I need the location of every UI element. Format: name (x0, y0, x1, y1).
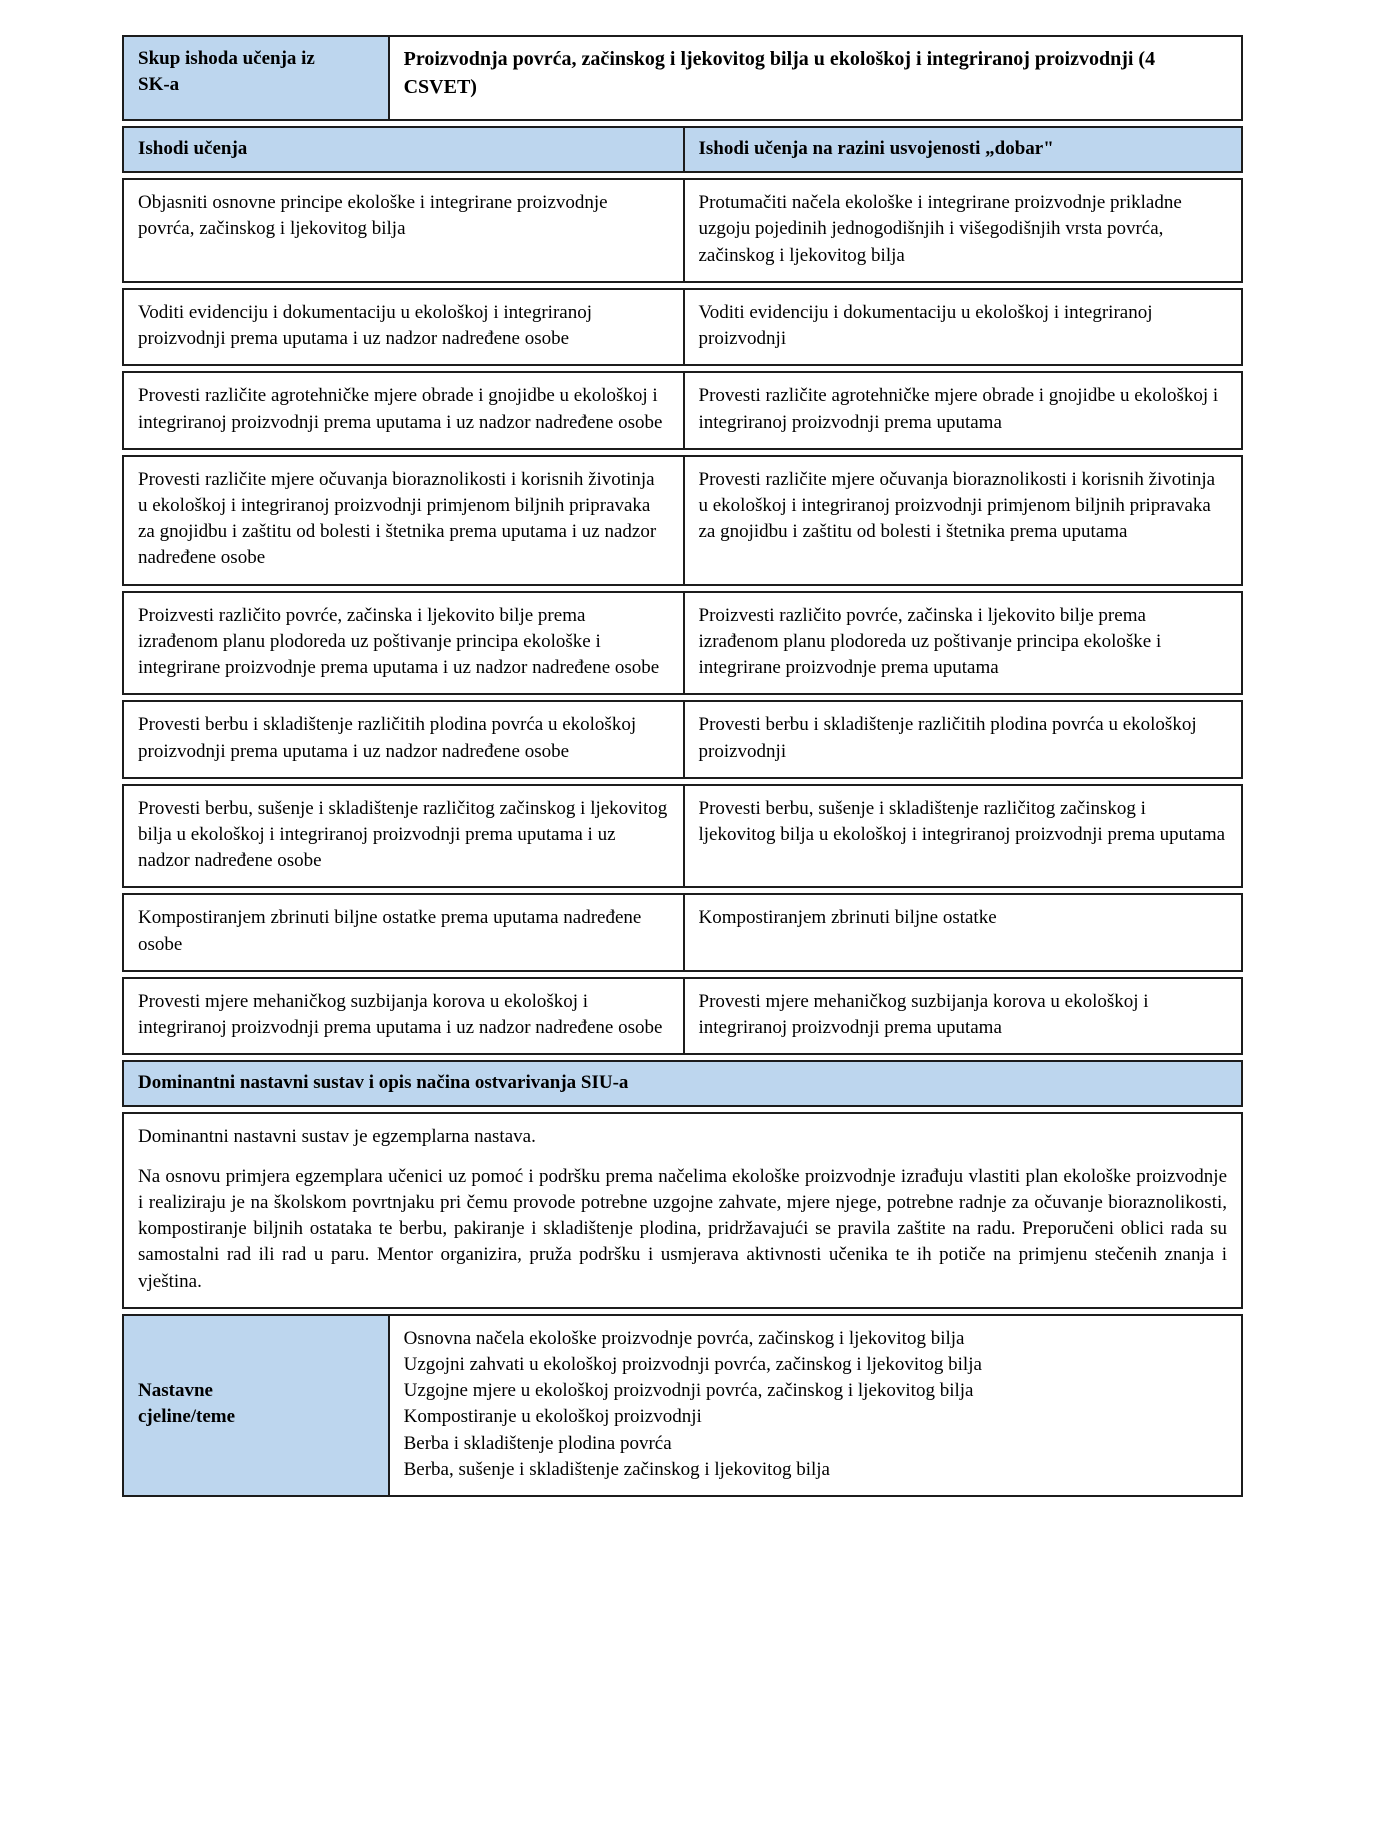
unit-label: Skup ishoda učenja iz SK-a (138, 48, 315, 96)
column-header-outcomes: Ishodi učenja (124, 128, 683, 171)
outcome-row (122, 893, 1243, 971)
topic-item: Berba, sušenje i skladištenje začinskog i ljekovitog bilja (403, 1458, 830, 1480)
outcome-cell-right: Provesti različite mjere očuvanja bioraznolikosti i korisnih životinja u ekološkoj i integriranoj proizvodnji primjenom biljnih pripravaka za gnojidbu i zaštitu od bolesti i štetnika prema uputama (683, 457, 1242, 584)
outcome-row (122, 288, 1243, 366)
outcome-cell-left: Provesti mjere mehaničkog suzbijanja korova u ekološkoj i integriranoj proizvodnji prema uputama i uz nadzor nadređene osobe (138, 990, 663, 1039)
column-header-outcomes-good-level: Ishodi učenja na razini usvojenosti „dobar" (683, 128, 1242, 171)
topics-label: Nastavne cjeline/teme (138, 1380, 236, 1428)
outcome-cell-right: Protumačiti načela ekološke i integrirane proizvodnje prikladne uzgoju pojedinih jednogodišnjih i višegodišnjih vrsta povrća, začinskog i ljekovitog bilja (683, 180, 1242, 281)
outcome-row (122, 700, 1243, 778)
outcome-cell-left: Provesti berbu, sušenje i skladištenje različitog začinskog i ljekovitog bilja u ekološkoj i integriranoj proizvodnji prema uputama i uz nadzor nadređene osobe (138, 797, 668, 872)
unit-title: Proizvodnja povrća, začinskog i ljekovitog bilja u ekološkoj i integriranoj proizvodnji (4 CSVET) (403, 48, 1156, 98)
unit-title-cell (388, 37, 1241, 119)
outcome-cell-left: Kompostiranjem zbrinuti biljne ostatke prema uputama nadređene osobe (138, 907, 642, 955)
outcome-cell-left: Provesti različite mjere očuvanja bioraznolikosti i korisnih životinja u ekološkoj i integriranoj proizvodnji primjenom biljnih pripravaka za gnojidbu i zaštitu od bolesti i štetnika prema uputama i uz nadzor nadređene osobe (138, 468, 657, 569)
topic-item: Kompostiranje u ekološkoj proizvodnji (403, 1406, 702, 1428)
dominant-system-sentence: Dominantni nastavni sustav je egzemplarna nastava. (138, 1126, 536, 1148)
topic-item: Uzgojne mjere u ekološkoj proizvodnji povrća, začinskog i ljekovitog bilja (403, 1380, 974, 1402)
topics-list-cell (388, 1316, 1241, 1495)
teaching-system-description-cell (124, 1114, 1241, 1306)
outcome-row (122, 977, 1243, 1055)
teaching-system-title: Dominantni nastavni sustav i opis načina ostvarivanja SIU-a (124, 1062, 1241, 1105)
outcome-cell-right: Provesti različite agrotehničke mjere obrade i gnojidbe u ekološkoj i integriranoj proizvodnji prema uputama (683, 373, 1242, 447)
outcome-cell-right: Provesti berbu, sušenje i skladištenje različitog začinskog i ljekovitog bilja u ekološkoj i integriranoj proizvodnji prema uputama (683, 786, 1242, 887)
unit-label-cell (124, 37, 388, 119)
topic-item: Osnovna načela ekološke proizvodnje povrća, začinskog i ljekovitog bilja (403, 1327, 965, 1349)
unit-header-row (122, 35, 1243, 121)
outcome-cell-right: Proizvesti različito povrće, začinska i ljekovito bilje prema izrađenom planu plodoreda uz poštivanje principa ekološke i integrirane proizvodnje prema uputama (683, 593, 1242, 694)
outcome-row (122, 591, 1243, 696)
teaching-system-description-row (122, 1112, 1243, 1308)
outcome-row (122, 371, 1243, 449)
outcome-cell-left: Provesti različite agrotehničke mjere obrade i gnojidbe u ekološkoj i integriranoj proizvodnji prema uputama i uz nadzor nadređene osobe (138, 385, 663, 433)
outcome-cell-left: Proizvesti različito povrće, začinska i ljekovito bilje prema izrađenom planu plodoreda uz poštivanje principa ekološke i integrirane proizvodnje prema uputama i uz nadzor nadređene osobe (138, 604, 660, 679)
topic-item: Uzgojni zahvati u ekološkoj proizvodnji povrća, začinskog i ljekovitog bilja (403, 1354, 982, 1375)
teaching-system-header-row (122, 1060, 1243, 1107)
curriculum-table (122, 35, 1243, 1497)
column-headers-row (122, 126, 1243, 173)
outcome-row (122, 784, 1243, 889)
outcome-cell-left: Objasniti osnovne principe ekološke i integrirane proizvodnje povrća, začinskog i ljekovitog bilja (138, 192, 608, 240)
outcome-cell-left: Provesti berbu i skladištenje različitih plodina povrća u ekološkoj proizvodnji prema uputama i uz nadzor nadređene osobe (138, 714, 637, 762)
description-paragraph: Na osnovu primjera egzemplara učenici uz pomoć i podršku prema načelima ekološke proizvodnje izrađuju vlastiti plan ekološke proizvodnje i realiziraju je na školskom povrtnjaku pri čemu provode potrebne uzgojne zahvate, mjere njege, potrebne radnje za očuvanje bioraznolikosti, kompostiranje biljnih ostataka te berbu, pakiranje i skladištenje plodina, pridržavajući se pravila zaštite na radu. Preporučeni oblici rada su samostalni rad ili rad u paru. Mentor organizira, pruža podršku i usmjerava aktivnosti učenika te ih potiče na primjenu stečenih znanja i vještina. (138, 1165, 1227, 1292)
topic-item: Berba i skladištenje plodina povrća (403, 1432, 672, 1454)
topics-label-cell (124, 1316, 388, 1495)
outcome-row (122, 178, 1243, 283)
topics-row (122, 1314, 1243, 1497)
outcome-cell-right: Voditi evidenciju i dokumentaciju u ekološkoj i integriranoj proizvodnji (683, 290, 1242, 364)
outcome-row (122, 455, 1243, 586)
outcome-cell-right: Provesti berbu i skladištenje različitih plodina povrća u ekološkoj proizvodnji (683, 702, 1242, 776)
outcome-cell-right: Kompostiranjem zbrinuti biljne ostatke (683, 895, 1242, 969)
outcome-cell-right: Provesti mjere mehaničkog suzbijanja korova u ekološkoj i integriranoj proizvodnji prema uputama (683, 979, 1242, 1053)
outcome-cell-left: Voditi evidenciju i dokumentaciju u ekološkoj i integriranoj proizvodnji prema uputama i uz nadzor nadređene osobe (138, 301, 592, 350)
